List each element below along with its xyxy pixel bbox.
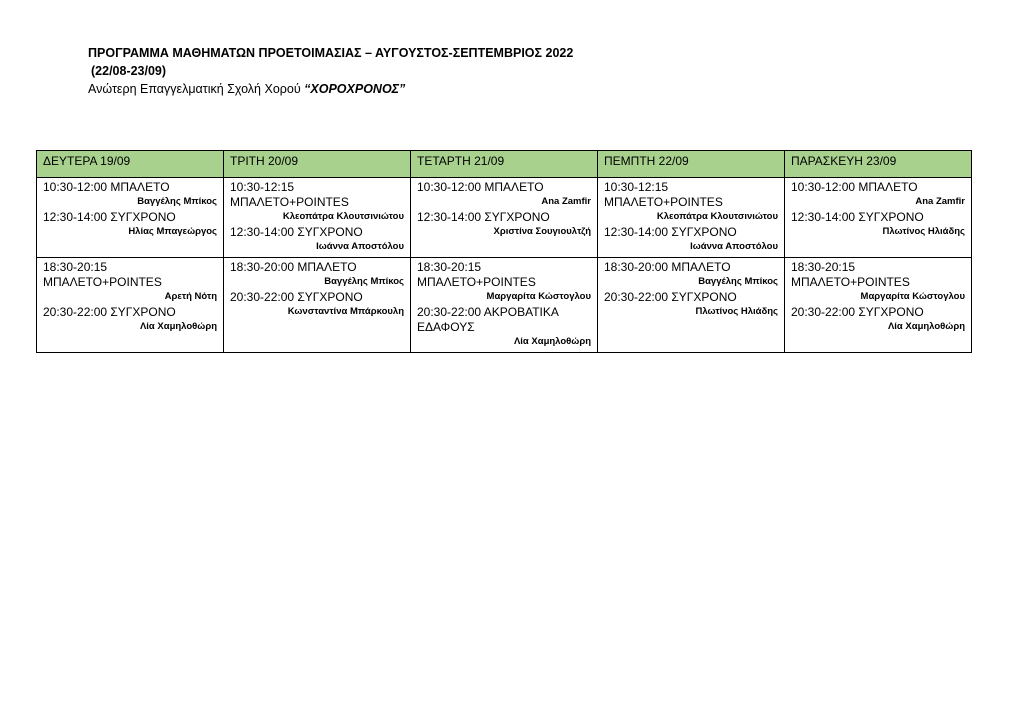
teacher-name: Μαργαρίτα Κώστογλου bbox=[486, 291, 591, 302]
class-entry: 20:30-22:00 ΣΥΓΧΡΟΝΟ bbox=[230, 290, 363, 304]
class-entry: 12:30-14:00 ΣΥΓΧΡΟΝΟ bbox=[417, 210, 550, 224]
teacher-name: Ana Zamfir bbox=[541, 196, 591, 207]
class-entry: 10:30-12:00 ΜΠΑΛΕΤΟ bbox=[791, 180, 918, 194]
schedule-table bbox=[36, 150, 972, 353]
schedule-cell bbox=[37, 258, 224, 353]
class-entry: 20:30-22:00 ΣΥΓΧΡΟΝΟ bbox=[791, 305, 924, 319]
schedule-cell bbox=[411, 178, 598, 258]
class-entry: 12:30-14:00 ΣΥΓΧΡΟΝΟ bbox=[604, 225, 737, 239]
day-header: ΠΕΜΠΤΗ 22/09 bbox=[598, 151, 785, 178]
schedule-cell bbox=[37, 178, 224, 258]
class-entry: 18:30-20:15 ΜΠΑΛΕΤΟ+POINTES bbox=[417, 260, 536, 289]
schedule-title: ΠΡΟΓΡΑΜΜΑ ΜΑΘΗΜΑΤΩΝ ΠΡΟΕΤΟΙΜΑΣΙΑΣ – ΑΥΓΟΥΣΤΟΣ-ΣΕΠΤΕΜΒΡΙΟΣ 2022 bbox=[88, 46, 574, 60]
class-entry: 12:30-14:00 ΣΥΓΧΡΟΝΟ bbox=[791, 210, 924, 224]
school-name: “ΧΟΡΟΧΡΟΝΟΣ” bbox=[304, 82, 406, 96]
teacher-name: Λία Χαμηλοθώρη bbox=[887, 321, 965, 332]
teacher-name: Κλεοπάτρα Κλουτσινιώτου bbox=[282, 211, 404, 222]
class-entry: 10:30-12:00 ΜΠΑΛΕΤΟ bbox=[417, 180, 544, 194]
class-entry: 12:30-14:00 ΣΥΓΧΡΟΝΟ bbox=[43, 210, 176, 224]
class-entry: 12:30-14:00 ΣΥΓΧΡΟΝΟ bbox=[230, 225, 363, 239]
teacher-name: Λία Χαμηλοθώρη bbox=[139, 321, 217, 332]
school-prefix: Ανώτερη Επαγγελματική Σχολή Χορού bbox=[88, 82, 305, 96]
morning-row bbox=[37, 178, 972, 258]
schedule-cell bbox=[598, 258, 785, 353]
teacher-name: Λία Χαμηλοθώρη bbox=[513, 336, 591, 347]
teacher-name: Μαργαρίτα Κώστογλου bbox=[860, 291, 965, 302]
teacher-name: Ηλίας Μπαγεώργος bbox=[128, 226, 217, 237]
class-entry: 20:30-22:00 ΑΚΡΟΒΑΤΙΚΑ ΕΔΑΦΟΥΣ bbox=[417, 305, 559, 334]
teacher-name: Πλωτίνος Ηλιάδης bbox=[882, 226, 965, 237]
schedule-cell bbox=[785, 178, 972, 258]
schedule-cell bbox=[411, 258, 598, 353]
day-header: ΔΕΥΤΕΡΑ 19/09 bbox=[37, 151, 224, 178]
day-header: ΤΕΤΑΡΤΗ 21/09 bbox=[411, 151, 598, 178]
schedule-cell bbox=[224, 178, 411, 258]
class-entry: 18:30-20:15 ΜΠΑΛΕΤΟ+POINTES bbox=[43, 260, 162, 289]
teacher-name: Βαγγέλης Μπίκος bbox=[324, 276, 404, 287]
class-entry: 18:30-20:00 ΜΠΑΛΕΤΟ bbox=[604, 260, 731, 274]
document-header bbox=[88, 44, 573, 98]
teacher-name: Αρετή Νότη bbox=[164, 291, 217, 302]
day-header-row bbox=[37, 151, 972, 178]
teacher-name: Χριστίνα Σουγιουλτζή bbox=[493, 226, 591, 237]
class-entry: 10:30-12:00 ΜΠΑΛΕΤΟ bbox=[43, 180, 170, 194]
schedule-cell bbox=[598, 178, 785, 258]
teacher-name: Κωνσταντίνα Μπάρκουλη bbox=[287, 306, 404, 317]
school-line bbox=[88, 80, 573, 98]
class-entry: 10:30-12:15 ΜΠΑΛΕΤΟ+POINTES bbox=[604, 180, 723, 209]
class-entry: 10:30-12:15 ΜΠΑΛΕΤΟ+POINTES bbox=[230, 180, 349, 209]
class-entry: 20:30-22:00 ΣΥΓΧΡΟΝΟ bbox=[604, 290, 737, 304]
teacher-name: Κλεοπάτρα Κλουτσινιώτου bbox=[656, 211, 778, 222]
schedule-cell bbox=[224, 258, 411, 353]
teacher-name: Ιωάννα Αποστόλου bbox=[690, 241, 778, 252]
teacher-name: Βαγγέλης Μπίκος bbox=[137, 196, 217, 207]
class-entry: 18:30-20:00 ΜΠΑΛΕΤΟ bbox=[230, 260, 357, 274]
teacher-name: Ιωάννα Αποστόλου bbox=[316, 241, 404, 252]
schedule-cell bbox=[785, 258, 972, 353]
class-entry: 18:30-20:15 ΜΠΑΛΕΤΟ+POINTES bbox=[791, 260, 910, 289]
teacher-name: Πλωτίνος Ηλιάδης bbox=[695, 306, 778, 317]
day-header: ΠΑΡΑΣΚΕΥΗ 23/09 bbox=[785, 151, 972, 178]
class-entry: 20:30-22:00 ΣΥΓΧΡΟΝΟ bbox=[43, 305, 176, 319]
teacher-name: Ana Zamfir bbox=[915, 196, 965, 207]
teacher-name: Βαγγέλης Μπίκος bbox=[698, 276, 778, 287]
evening-row bbox=[37, 258, 972, 353]
day-header: ΤΡΙΤΗ 20/09 bbox=[224, 151, 411, 178]
date-range: (22/08-23/09) bbox=[91, 64, 167, 78]
